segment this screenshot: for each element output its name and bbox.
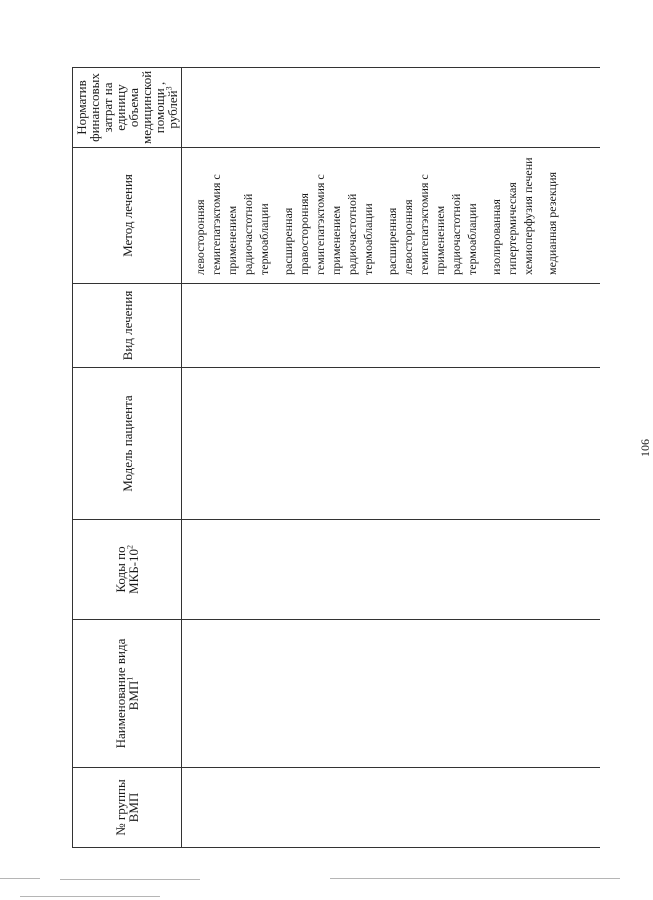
header-treatment-method: Метод лечения xyxy=(73,148,182,284)
method-item: расширенная левосторонняя гемигепатэктомия с применением радиочастотной термоаблации xyxy=(385,174,479,275)
cell-icd-codes xyxy=(182,520,601,620)
method-item: медианная резекция xyxy=(545,171,559,275)
header-group-number: № группы ВМП xyxy=(73,768,182,848)
cell-name xyxy=(182,620,601,768)
cell-treatment-method xyxy=(182,148,601,284)
header-cost-norm: Норматив финансовых затрат на единицу объема медицинской помощи , рублей$^3$ xyxy=(73,68,182,148)
scan-artifact-line xyxy=(60,879,200,880)
scan-artifact-line xyxy=(330,878,620,879)
table-header-row xyxy=(73,68,182,848)
vmp-table xyxy=(72,67,600,848)
footnote-mark: 1 xyxy=(125,676,135,681)
table-row xyxy=(182,68,601,848)
header-treatment-type: Вид лечения xyxy=(73,284,182,368)
footnote-mark: 3 xyxy=(164,86,174,91)
page-number: 106 xyxy=(638,439,652,457)
method-item: расширенная правосторонняя гемигепатэктомия с применением радиочастотной термоаблации xyxy=(281,174,375,275)
header-icd-codes: Коды по МКБ-$10^2$ xyxy=(73,520,182,620)
scan-artifact-line xyxy=(20,896,160,897)
cell-cost-norm xyxy=(182,68,601,148)
method-list xyxy=(182,148,560,283)
header-name: Наименование вида ВМП$^1$ xyxy=(73,620,182,768)
header-patient-model: Модель пациента xyxy=(73,368,182,520)
cell-patient-model xyxy=(182,368,601,520)
rotated-table-area xyxy=(72,68,652,848)
footnote-mark: 2 xyxy=(125,544,135,549)
method-item: левосторонняя гемигепатэктомия с применением радиочастотной термоаблации xyxy=(193,174,271,275)
method-item: изолированная гипертермическая хемиоперфузия печени xyxy=(489,157,535,275)
cell-group-number xyxy=(182,768,601,848)
scan-artifact-line xyxy=(0,878,40,879)
cell-treatment-type xyxy=(182,284,601,368)
